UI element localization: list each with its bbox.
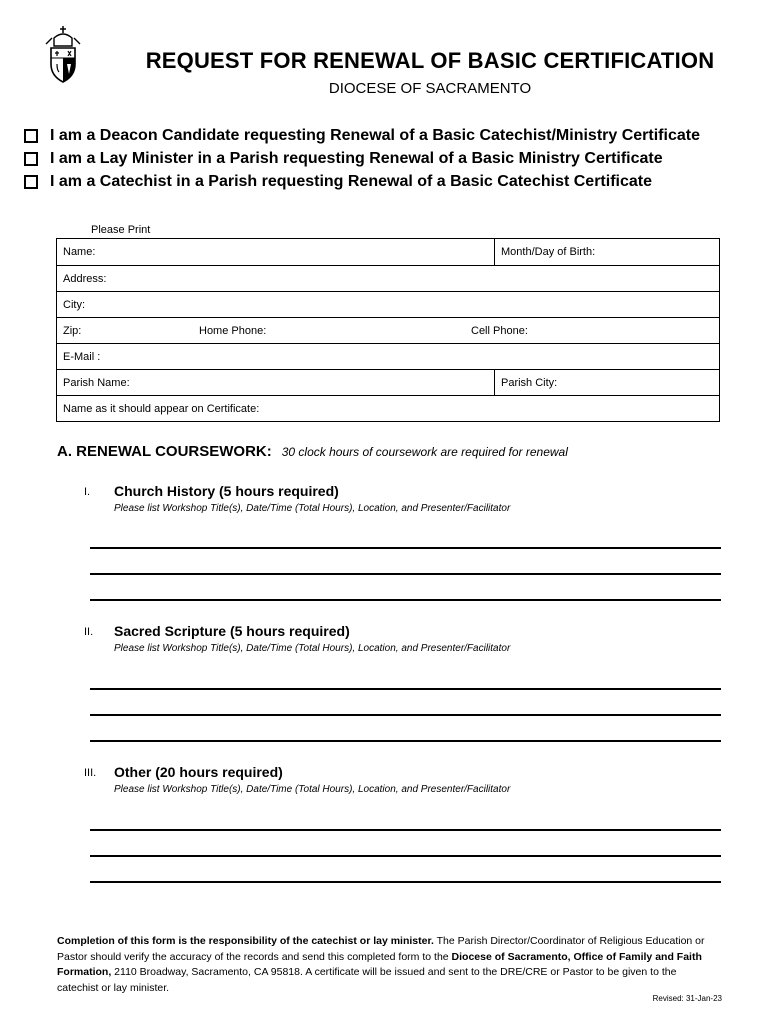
item-number: I. (84, 486, 91, 498)
personal-info-table (56, 238, 720, 422)
name-field[interactable]: Name: (63, 246, 96, 258)
checkbox[interactable] (24, 152, 38, 166)
row-email (57, 343, 719, 369)
option-label: I am a Lay Minister in a Parish requesting Renewal of a Basic Ministry Certificate (50, 149, 663, 167)
cell-phone-field[interactable]: Cell Phone: (471, 324, 528, 337)
entry-line[interactable] (90, 740, 721, 742)
option-catechist[interactable] (24, 170, 700, 193)
parish-name-field[interactable]: Parish Name: (63, 376, 130, 389)
certificate-name-field[interactable]: Name as it should appear on Certificate: (63, 402, 260, 415)
option-label: I am a Catechist in a Parish requesting Renewal of a Basic Catechist Certificate (50, 172, 652, 190)
item-title: Other (20 hours required) (114, 764, 283, 780)
section-a-note: 30 clock hours of coursework are required for renewal (281, 445, 568, 459)
address-field[interactable]: Address: (63, 272, 107, 285)
item-instructions: Please list Workshop Title(s), Date/Time (Total Hours), Location, and Presenter/Facilitator (114, 643, 511, 654)
page-title: REQUEST FOR RENEWAL OF BASIC CERTIFICATION (145, 48, 715, 73)
option-deacon-candidate[interactable] (24, 124, 700, 147)
row-city (57, 291, 719, 317)
page-subtitle: DIOCESE OF SACRAMENTO (328, 80, 532, 97)
item-number: III. (84, 767, 97, 779)
option-label: I am a Deacon Candidate requesting Renewal of a Basic Catechist/Ministry Certificate (50, 126, 700, 144)
zip-field[interactable]: Zip: (63, 324, 82, 337)
item-title: Church History (5 hours required) (114, 483, 339, 499)
item-title: Sacred Scripture (5 hours required) (114, 623, 350, 639)
section-a-label: A. RENEWAL COURSEWORK: (57, 443, 272, 460)
entry-line[interactable] (90, 573, 721, 575)
entry-line[interactable] (90, 714, 721, 716)
revision-date: Revised: 31-Jan-23 (652, 994, 722, 1003)
item-number: II. (84, 626, 94, 638)
please-print-label: Please Print (91, 224, 151, 236)
checkbox[interactable] (24, 175, 38, 189)
footer-instructions (57, 934, 717, 996)
row-phones (57, 317, 719, 343)
certification-options (24, 124, 700, 193)
city-field[interactable]: City: (63, 298, 85, 311)
footer-text: The Parish Director/Coordinator of Religious Education or Pastor should verify the accuracy of the records and send this completed form to the (57, 935, 705, 963)
entry-line[interactable] (90, 829, 721, 831)
home-phone-field[interactable]: Home Phone: (199, 324, 267, 337)
checkbox[interactable] (24, 129, 38, 143)
dob-field[interactable]: Month/Day of Birth: (494, 239, 719, 265)
email-field[interactable]: E-Mail : (63, 350, 101, 363)
row-address (57, 265, 719, 291)
row-parish (57, 369, 719, 395)
row-certificate-name (57, 395, 719, 421)
footer-bold-intro: Completion of this form is the responsibility of the catechist or lay minister. (57, 935, 434, 947)
item-instructions: Please list Workshop Title(s), Date/Time (Total Hours), Location, and Presenter/Facilitator (114, 784, 511, 795)
footer-office: Diocese of Sacramento, Office of Family and Faith Formation, (57, 950, 702, 978)
entry-line[interactable] (90, 688, 721, 690)
entry-line[interactable] (90, 599, 721, 601)
option-lay-minister[interactable] (24, 147, 700, 170)
parish-city-field[interactable]: Parish City: (494, 370, 719, 395)
entry-line[interactable] (90, 881, 721, 883)
footer-text: 2110 Broadway, Sacramento, CA 95818. A certificate will be issued and sent to the DRE/CRE or Pastor to be given to the catechist or lay minister. (57, 966, 677, 994)
row-name (57, 239, 719, 265)
item-instructions: Please list Workshop Title(s), Date/Time (Total Hours), Location, and Presenter/Facilitator (114, 503, 511, 514)
section-a-heading (57, 443, 568, 460)
entry-line[interactable] (90, 547, 721, 549)
entry-line[interactable] (90, 855, 721, 857)
